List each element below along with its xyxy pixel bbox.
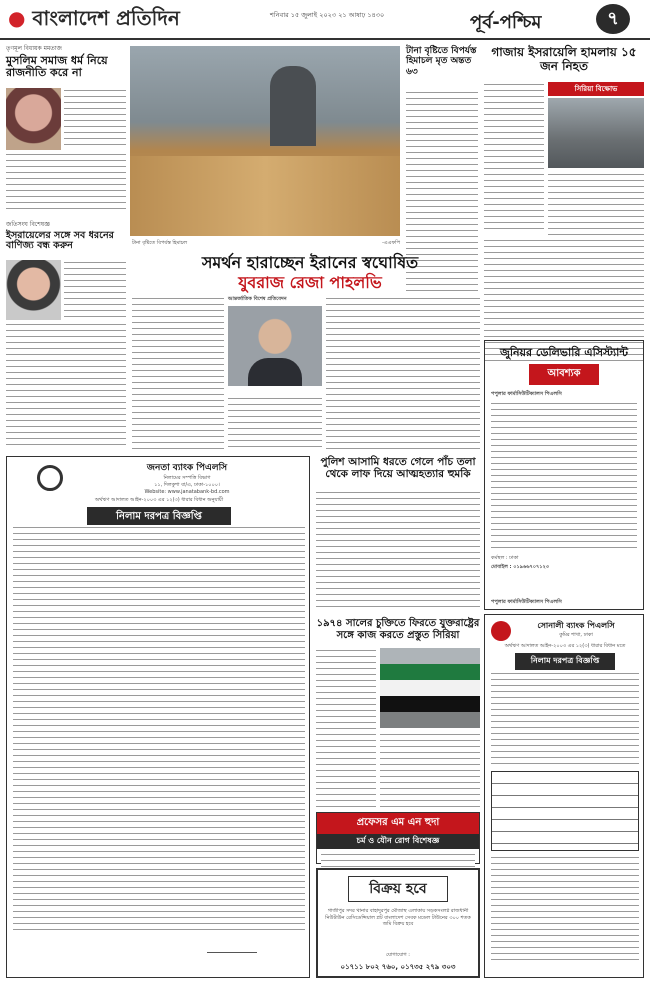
- article-kicker: তৃণমূল বিধায়ক মমতাজ: [6, 45, 62, 52]
- photo-caption: টানা বৃষ্টিতে বিপর্যস্ত হিমাচল: [132, 240, 188, 246]
- article-body: [548, 172, 644, 238]
- masthead: [0, 0, 650, 40]
- pahlavi-photo: [228, 306, 322, 386]
- ad-body: [13, 525, 305, 935]
- ad-junior-delivery: [484, 340, 644, 610]
- iran-photo-box: [228, 296, 322, 406]
- suit-shape: [248, 358, 302, 386]
- article-body: [484, 82, 544, 232]
- article-headline: পুলিশ আসামি ধরতে গেলে পাঁচ তলা থেকে লাফ দিয়ে আত্মহত্যার হুমকি: [320, 456, 476, 481]
- doctor-name: প্রফেসর এম এন হুদা: [317, 813, 479, 834]
- article-body: [64, 260, 126, 320]
- ad-sonali-bank: [484, 614, 644, 978]
- tag-label: সিরিয়া বিক্ষোভ: [548, 82, 644, 96]
- sonali-logo-icon: [491, 621, 511, 641]
- sale-phone: ০১৭১১ ৮০২ ৭৬০, ০১৭৩৫ ২৭৯ ৩০৩: [340, 962, 456, 971]
- article-body: [64, 88, 126, 150]
- gaza-photo: [548, 98, 644, 168]
- bank-name: সোনালী ব্যাংক পিএলসি: [537, 621, 615, 630]
- article-headline: মুসলিম সমাজ ধর্ম নিয়ে রাজনীতি করে না: [6, 53, 108, 80]
- ad-title: নিলাম দরপত্র বিজ্ঞপ্তি: [87, 507, 231, 528]
- article-kicker: জতিসংঘ বিশেষজ্ঞ: [6, 221, 50, 228]
- portrait-photo: [6, 88, 61, 150]
- ad-doctor: [316, 812, 480, 864]
- ad-contact: মোবাইল : ০১৯৬৬৭০৭১২৩: [491, 563, 550, 570]
- article-headline: গাজায় ইসরায়েলি হামলায় ১৫ জন নিহত: [491, 45, 637, 73]
- article-body: [316, 648, 376, 808]
- bank-logo-icon: [37, 465, 63, 491]
- photo-caption: আন্তর্জাতিক বিশেষ প্রতিবেদন: [228, 296, 287, 302]
- article-body: [316, 490, 480, 610]
- photo-credit: -এএফপি: [382, 240, 400, 246]
- article-gaza: [484, 46, 644, 366]
- bank-name: জনতা ব্যাংক পিএলসি: [146, 463, 228, 473]
- article-israel: [6, 222, 126, 452]
- sale-contact-label: যোগাযোগ :: [386, 952, 410, 958]
- iran-article-body: [228, 396, 322, 452]
- article-syria: [316, 618, 480, 808]
- flood-photo: [130, 46, 400, 236]
- article-police: [316, 456, 480, 616]
- iran-article-body: [326, 296, 480, 452]
- bank-branch: কুমির শাখা, ঢাকা: [559, 632, 593, 638]
- article-body: [6, 152, 126, 212]
- ad-company: পপুলার ফার্মাসিউটিক্যালস পিএলসি: [491, 390, 562, 397]
- portrait-photo: [6, 260, 61, 320]
- ad-footer-text: [127, 955, 307, 973]
- ad-sale: [316, 868, 480, 978]
- iran-article-body: [132, 296, 224, 452]
- page-number: ৭: [596, 4, 630, 34]
- bank-website: Website: www.janatabank-bd.com: [144, 489, 230, 495]
- ad-subtitle: অর্থঋণ আদালত আইন-২০০৩ এর ১২(৩) ধারার বিধান অনুযায়ী: [94, 497, 224, 503]
- ad-body: [491, 671, 639, 767]
- sale-body: গাজীপুর সদর থানার বাহাদুরপুর মৌজাস্থ এলাকায় সড়কসংলগ্ন রাজধানী নিউটাউন রেসিডেন্সিয়াল প্লট বাংলাদেশ সেবক মডেল টাউনের ৩০০ শতক জমি বিক্রয় হবে: [325, 908, 471, 927]
- article-headline: টানা বৃষ্টিতে বিপর্যস্ত হিমাচল মৃত অন্তত ৬৩: [406, 46, 477, 77]
- ad-title: জুনিয়র ডেলিভারি এসিস্ট্যান্ট: [499, 346, 629, 359]
- syria-flag-photo: [380, 648, 480, 728]
- ad-body: [491, 401, 637, 551]
- article-headline: ইসরায়েলের সঙ্গে সব ধরনের বাণিজ্য বন্ধ করুন: [6, 229, 114, 252]
- temple-shape: [270, 66, 316, 146]
- bank-address: ১১, দিলকুশা বা/এ, ঢাকা-১০০০।: [154, 482, 220, 488]
- ad-janata-bank: [6, 456, 310, 978]
- article-muslim: [6, 46, 126, 216]
- sale-title: বিক্রয় হবে: [348, 876, 448, 902]
- newspaper-logo: ● বাংলাদেশ প্রতিদিন: [8, 6, 180, 30]
- signature-mark: [207, 939, 257, 953]
- article-headline: ১৯৭৪ সালের চুক্তিতে ফিরতে যুক্তরাষ্ট্রের সঙ্গে কাজ করতে প্রস্তুত সিরিয়া: [316, 618, 480, 641]
- iran-headline-2: যুবরাজ রেজা পাহলভি: [238, 273, 382, 292]
- ad-title: নিলাম দরপত্র বিজ্ঞপ্তি: [515, 653, 615, 670]
- iran-headline-1: সমর্থন হারাচ্ছেন ইরানের স্বঘোষিত: [201, 253, 419, 272]
- ad-body: [491, 855, 639, 965]
- ad-subtitle: অর্থঋণ আদালত আইন-২০০৩ এর ১২(৩) ধারার বিধান মতে: [504, 643, 626, 649]
- article-body: [6, 322, 126, 450]
- doctor-specialty: চর্ম ও যৌন রোগ বিশেষজ্ঞ: [317, 834, 479, 849]
- ad-subtitle: আবশ্যক: [529, 364, 599, 385]
- ad-table: [491, 771, 639, 851]
- ad-location: কর্মস্থল : ঢাকা: [491, 555, 519, 562]
- article-body: [380, 732, 480, 808]
- river-water: [130, 156, 400, 236]
- issue-date: শনিবার ১৫ জুলাই ২০২৩ ২১ আষাঢ় ১৪৩০: [270, 11, 385, 19]
- bank-office: নিলামের সম্পত্তি বিভাগ: [163, 475, 211, 481]
- section-title: পূর্ব-পশ্চিম: [470, 12, 542, 33]
- ad-footer: পপুলার ফার্মাসিউটিক্যালস পিএলসি: [491, 598, 562, 605]
